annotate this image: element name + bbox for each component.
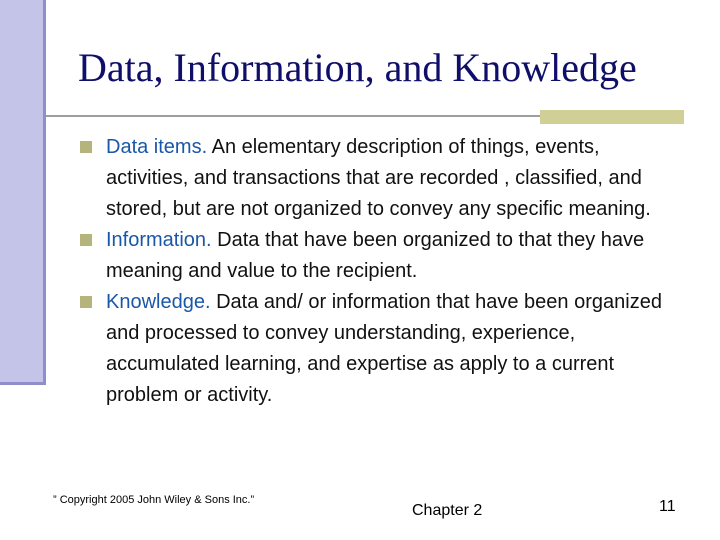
left-decorative-bar	[0, 0, 46, 385]
footer-copyright: ” Copyright 2005 John Wiley & Sons Inc.”	[53, 494, 255, 506]
bullet-term: Information.	[106, 229, 212, 251]
footer-chapter: Chapter 2	[412, 502, 483, 519]
bullet-text: Data and/ or information that have been organized and processed to convey understanding, experience, accumulated learning, and expertise as apply to a current problem or activity.	[106, 291, 662, 406]
bullet-knowledge	[80, 287, 680, 411]
title-accent-bar	[540, 110, 684, 124]
bullet-term: Knowledge.	[106, 291, 211, 313]
bullet-term: Data items.	[106, 136, 208, 158]
bullet-data-items	[80, 132, 680, 225]
square-bullet-icon	[80, 234, 92, 246]
bullet-text: An elementary description of things, events, activities, and transactions that are recorded , classified, and stored, but are not organized to convey any specific meaning.	[106, 136, 651, 220]
slide-title: Data, Information, and Knowledge	[78, 45, 637, 90]
bullet-text: Data that have been organized to that they have meaning and value to the recipient.	[106, 229, 645, 282]
page-number: 11	[659, 498, 676, 515]
bullet-list	[80, 132, 680, 411]
square-bullet-icon	[80, 296, 92, 308]
square-bullet-icon	[80, 141, 92, 153]
bullet-information	[80, 225, 680, 287]
